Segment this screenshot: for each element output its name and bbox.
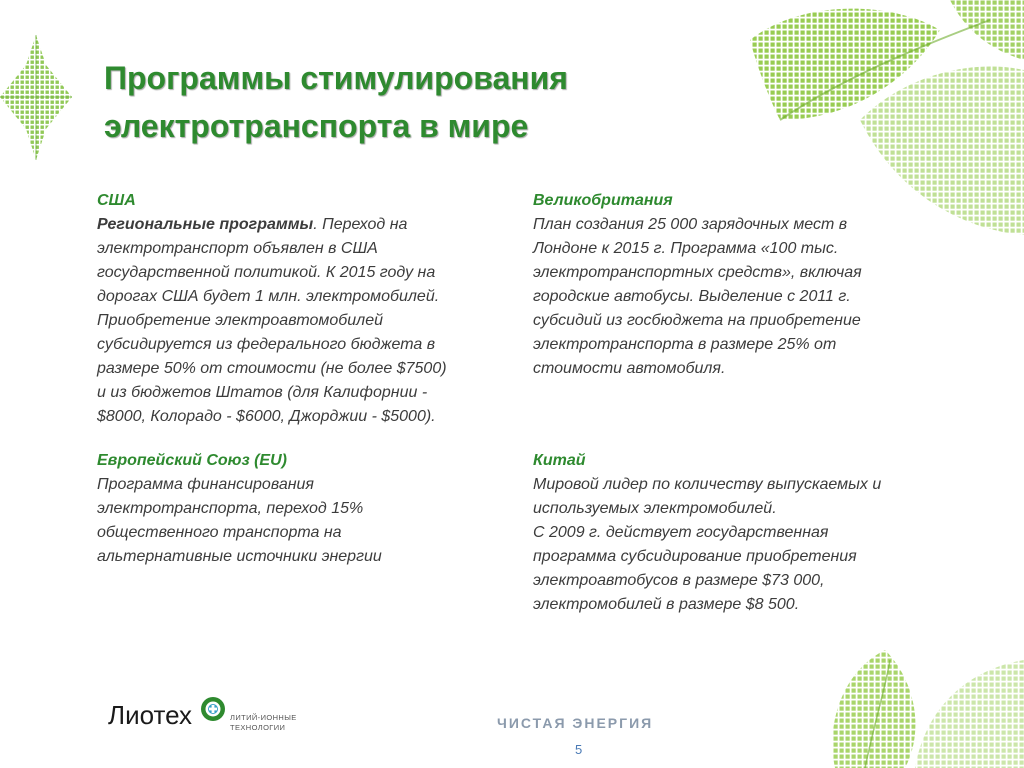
usa-heading: США: [97, 192, 136, 209]
uk-line: электротранспортных средств», включая: [533, 264, 862, 281]
usa-line: и из бюджетов Штатов (для Калифорнии -: [97, 384, 428, 401]
usa-line: электротранспорт объявлен в США: [97, 240, 378, 257]
uk-line: электротранспорта в размере 25% от: [533, 336, 837, 353]
usa-line-1: [97, 213, 507, 237]
eu-line: общественного транспорта на: [97, 524, 342, 541]
china-line: электромобилей в размере $8 500.: [533, 596, 800, 613]
eu-section: [97, 449, 507, 569]
uk-section: [533, 189, 953, 381]
usa-line: размере 50% от стоимости (не более $7500): [97, 360, 447, 377]
uk-line: городские автобусы. Выделение с 2011 г.: [533, 288, 851, 305]
usa-section: [97, 189, 507, 429]
china-line: электроавтобусов в размере $73 000,: [533, 572, 825, 589]
title-line-1: Программы стимулирования: [104, 60, 568, 96]
eu-heading: Европейский Союз (EU): [97, 452, 287, 469]
logo-tagline-line-1: ЛИТИЙ-ИОННЫЕ: [230, 713, 297, 722]
china-line: Мировой лидер по количеству выпускаемых и: [533, 476, 882, 493]
uk-line: Лондоне к 2015 г. Программа «100 тыс.: [533, 240, 839, 257]
usa-line: $8000, Колорадо - $6000, Джорджии - $5000).: [97, 408, 436, 425]
uk-line: субсидий из госбюджета на приобретение: [533, 312, 861, 329]
eu-line: Программа финансирования: [97, 476, 314, 493]
usa-line: дорогах США будет 1 млн. электромобилей.: [97, 288, 440, 305]
mosaic-cross-decoration: [0, 35, 72, 160]
slogan: ЧИСТАЯ ЭНЕРГИЯ: [497, 715, 654, 731]
china-line: программа субсидирование приобретения: [533, 548, 857, 565]
mosaic-leaves-decoration-bottom: [815, 640, 1024, 768]
usa-line: государственной политикой. К 2015 году на: [97, 264, 436, 281]
logo-tagline: [230, 713, 320, 733]
eu-line: альтернативные источники энергии: [97, 548, 382, 565]
uk-heading: Великобритания: [533, 192, 673, 209]
logo-emblem-icon: [200, 696, 226, 722]
page-title: [104, 54, 664, 150]
eu-line: электротранспорта, переход 15%: [97, 500, 364, 517]
china-line: С 2009 г. действует государственная: [533, 524, 829, 541]
usa-line: субсидируется из федерального бюджета в: [97, 336, 436, 353]
logo-tagline-line-2: ТЕХНОЛОГИИ: [230, 723, 286, 732]
usa-line-1-text: . Переход на: [313, 216, 408, 233]
logo-wordmark: Лиотех: [108, 700, 192, 730]
china-section: [533, 449, 953, 617]
china-heading: Китай: [533, 452, 586, 469]
uk-line: стоимости автомобиля.: [533, 360, 726, 377]
usa-line: Приобретение электроавтомобилей: [97, 312, 383, 329]
china-line: используемых электромобилей.: [533, 500, 777, 517]
usa-lead: Региональные программы: [97, 216, 314, 233]
uk-line: План создания 25 000 зарядочных мест в: [533, 216, 848, 233]
title-line-2: электротранспорта в мире: [104, 108, 529, 144]
page-number: 5: [575, 742, 583, 757]
company-logo: [108, 694, 318, 740]
